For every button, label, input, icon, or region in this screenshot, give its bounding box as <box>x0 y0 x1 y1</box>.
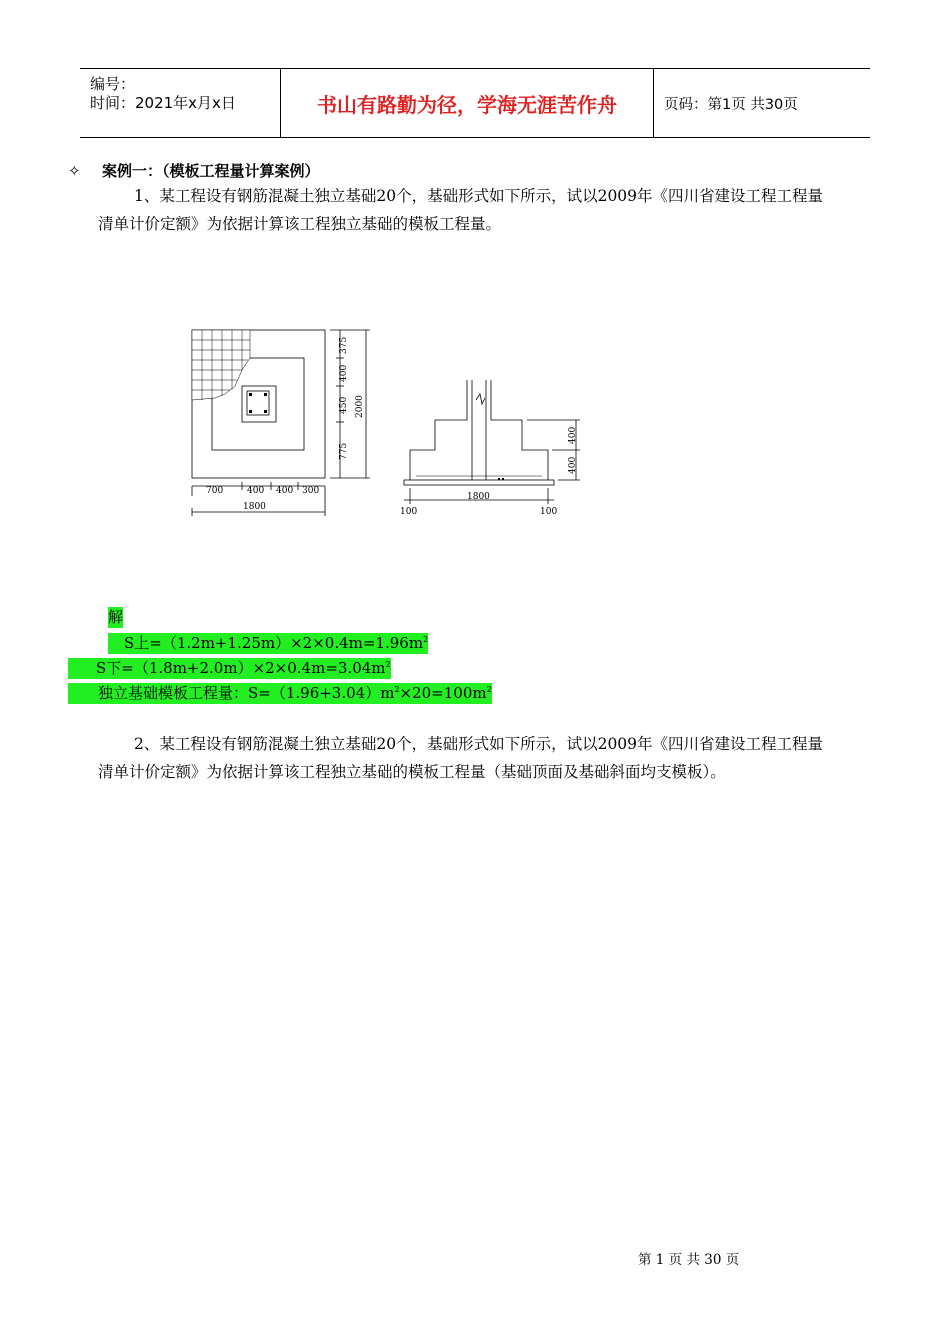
problem-1 <box>98 182 888 238</box>
dim-775: 775 <box>339 442 349 460</box>
dim-700: 700 <box>206 486 224 496</box>
dim-400-b: 400 <box>276 486 294 496</box>
dim-total-2000: 2000 <box>355 395 365 418</box>
dim-margin-left: 100 <box>400 507 418 517</box>
dim-375: 375 <box>339 336 349 354</box>
section-dims <box>400 427 578 517</box>
problem-1-line-2: 清单计价定额》为依据计算该工程独立基础的模板工程量。 <box>98 215 502 233</box>
diamond-bullet-icon: ✧ <box>68 162 81 180</box>
case-title-text: 案例一：（模板工程量计算案例） <box>102 162 320 180</box>
problem-2-line-1: 2、某工程设有钢筋混凝土独立基础20个，基础形式如下所示，试以2009年《四川省建设工程工程量 <box>134 735 824 753</box>
header-table <box>80 68 870 138</box>
dim-400-lower: 400 <box>568 456 578 474</box>
dim-400-upper: 400 <box>568 426 578 444</box>
dim-width-1800: 1800 <box>467 492 490 502</box>
header-meta <box>80 69 281 137</box>
page-footer: 第 1 页 共 30 页 <box>638 1252 740 1268</box>
dim-400-v: 400 <box>339 364 349 382</box>
time-label: 时间：2021年x月x日 <box>90 94 236 112</box>
solution-total: 独立基础模板工程量：$S=(1.96+3.04)m^2\times 20=100m^2$ <box>68 683 492 704</box>
problem-2 <box>98 730 888 786</box>
serial-label: 编号： <box>90 75 136 93</box>
dim-300: 300 <box>302 486 320 496</box>
dim-400-a: 400 <box>247 486 265 496</box>
solution-label: 解 <box>108 608 124 626</box>
dim-margin-right: 100 <box>540 507 558 517</box>
problem-2-line-2: 清单计价定额》为依据计算该工程独立基础的模板工程量（基础顶面及基础斜面均支模板）。 <box>98 763 726 781</box>
foundation-drawing <box>180 318 600 528</box>
problem-1-line-1: 1、某工程设有钢筋混凝土独立基础20个，基础形式如下所示，试以2009年《四川省建设工程工程量 <box>134 187 824 205</box>
case-title <box>68 160 320 181</box>
dim-450: 450 <box>339 396 349 414</box>
dim-total-1800: 1800 <box>243 502 266 512</box>
solution-s-upper: S上$=(1.2m+1.25m)\times 2\times 0.4m=1.96m^2$ <box>108 633 428 654</box>
header-page-info: 页码：第1页 共30页 <box>664 96 798 113</box>
header-motto: 书山有路勤为径，学海无涯苦作舟 <box>281 69 654 137</box>
section-view <box>404 380 580 504</box>
solution-s-lower: S下$=(1.8m+2.0m)\times 2\times 0.4m=3.04m^2$ <box>68 658 391 679</box>
